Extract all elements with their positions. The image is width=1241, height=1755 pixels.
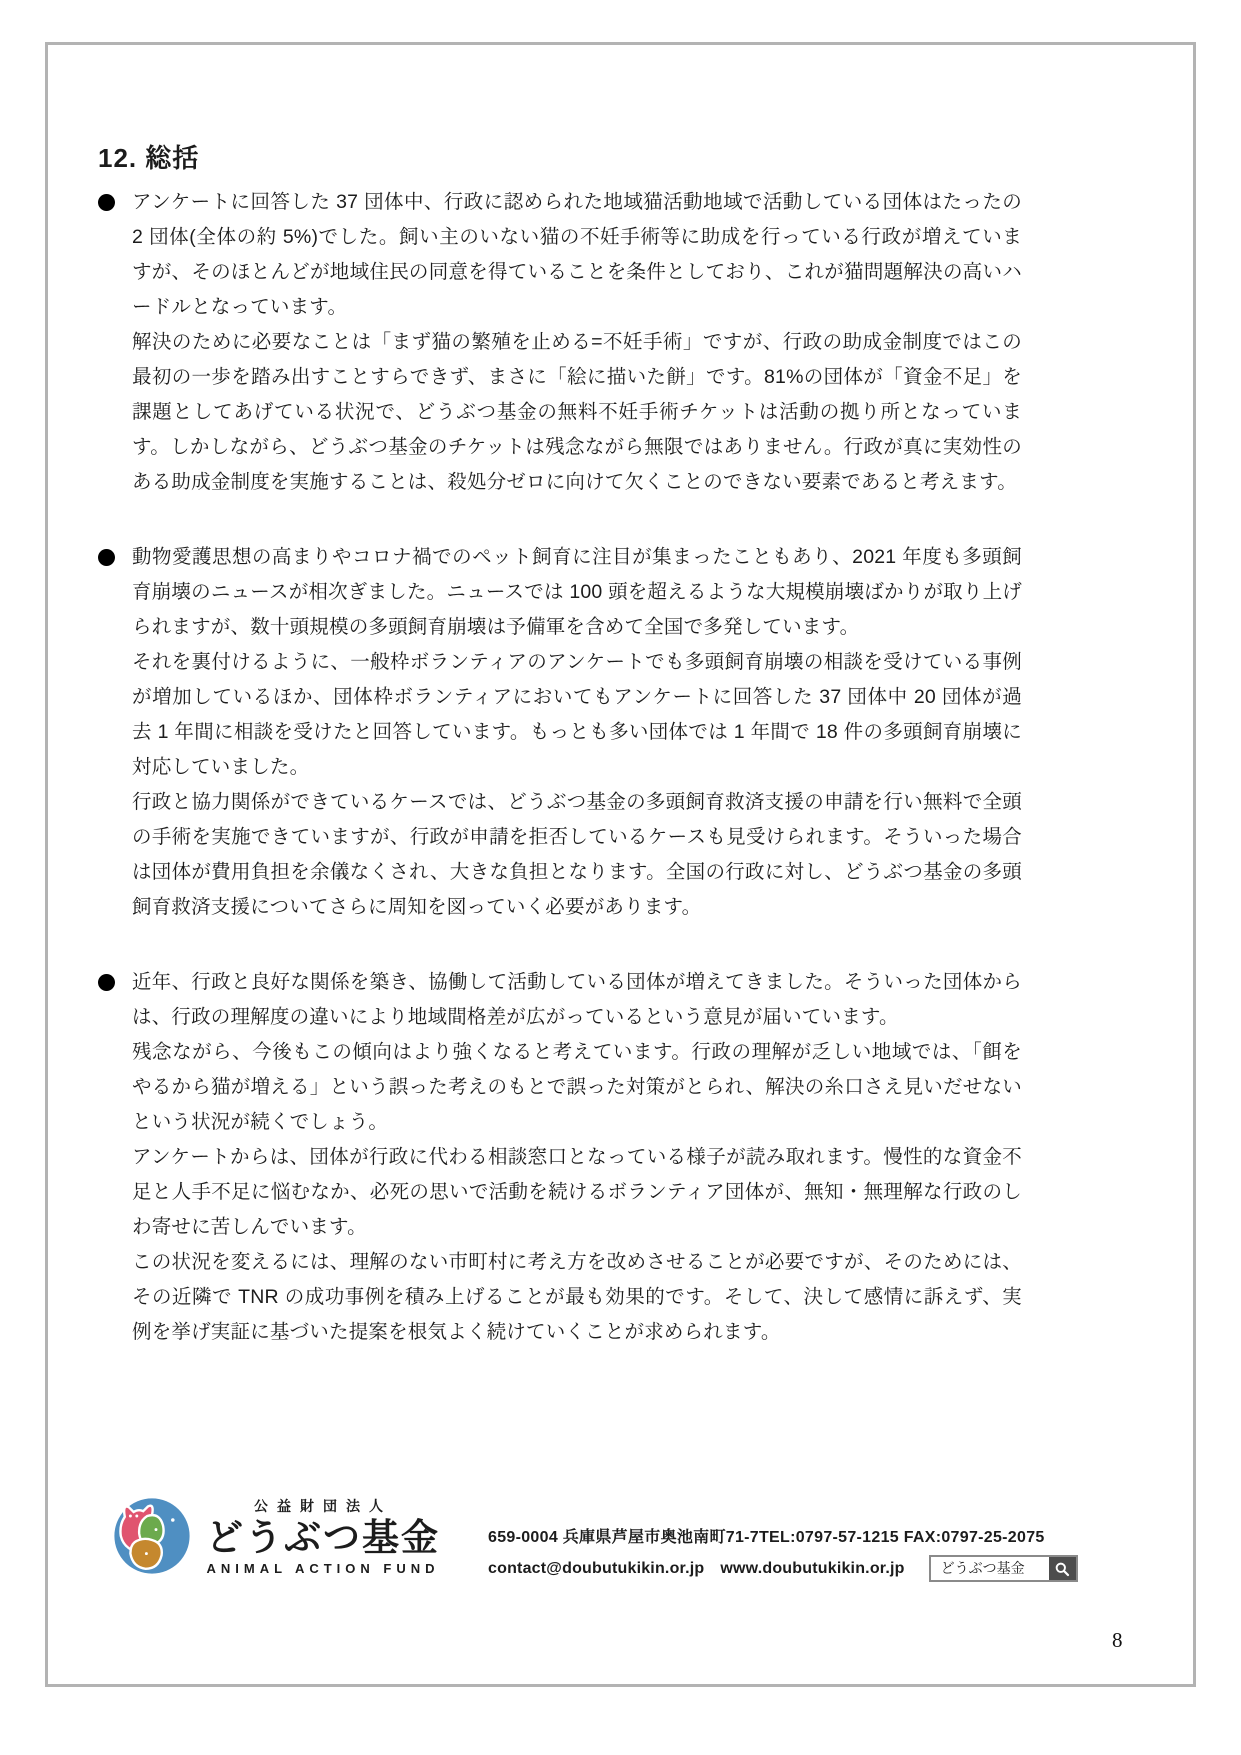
logo-eye-dot — [171, 1518, 175, 1522]
body-paragraph: 近年、行政と良好な関係を築き、協働して活動している団体が増えてきました。そういった団体からは、行政の理解度の違いにより地域間格差が広がっているという意見が届いています。 — [132, 971, 1022, 1028]
body-paragraph: 動物愛護思想の高まりやコロナ禍でのペット飼育に注目が集まったこともあり、2021 年度も多頭飼育崩壊のニュースが相次ぎました。ニュースでは 100 頭を超えるような大規模崩壊ばかりが取り上げられますが、数十頭規模の多頭飼育崩壊は予備軍を含めて全国で多発しています。 — [132, 546, 1022, 638]
body-paragraph: アンケートに回答した 37 団体中、行政に認められた地域猫活動地域で活動している団体はたったの 2 団体(全体の約 5%)でした。飼い主のいない猫の不妊手術等に助成を行っている行政が増えていますが、そのほとんどが地域住民の同意を得ていることを条件としており、これが猫問題解決の高いハードルとなっています。 — [132, 191, 1022, 318]
body-paragraph: 残念ながら、今後もこの傾向はより強くなると考えています。行政の理解が乏しい地域では、「餌をやるから猫が増える」という誤った考えのもとで誤った対策がとられ、解決の糸口さえ見いだせないという状況が続くでしょう。 — [132, 1041, 1022, 1133]
search-box-graphic — [929, 1555, 1078, 1582]
bullet-icon — [98, 194, 115, 211]
page-footer — [112, 1494, 1112, 1582]
bullet-icon — [98, 974, 115, 991]
body-paragraph: 行政と協力関係ができているケースでは、どうぶつ基金の多頭飼育救済支援の申請を行い無料で全頭の手術を実施できていますが、行政が申請を拒否しているケースも見受けられます。そういった場合は団体が費用負担を余儀なくされ、大きな負担となります。全国の行政に対し、どうぶつ基金の多頭飼育救済支援についてさらに周知を図っていく必要があります。 — [132, 791, 1022, 918]
org-type-label: 公益財団法人 — [254, 1498, 392, 1514]
org-name-label: どうぶつ基金 — [206, 1517, 440, 1558]
search-term-text: どうぶつ基金 — [940, 1560, 1025, 1576]
body-paragraph: アンケートからは、団体が行政に代わる相談窓口となっている様子が読み取れます。慢性的な資金不足と人手不足に悩むなか、必死の思いで活動を続けるボランティア団体が、無知・無理解な行政のしわ寄せに苦しんでいます。 — [132, 1146, 1022, 1238]
org-logo-icon — [112, 1494, 192, 1578]
website-text: www.doubutukikin.or.jp — [720, 1559, 905, 1577]
org-logo-text — [206, 1496, 440, 1576]
logo-eye-dot — [135, 1515, 138, 1518]
address-line: 659-0004 兵庫県芦屋市奥池南町71-7TEL:0797-57-1215 FAX:0797-25-2075 — [488, 1529, 1045, 1546]
search-icon — [1049, 1557, 1076, 1580]
contact-block — [488, 1494, 1078, 1582]
contact-line — [488, 1555, 1078, 1582]
logo-eye-dot — [155, 1528, 158, 1531]
body-paragraph: この状況を変えるには、理解のない市町村に考え方を改めさせることが必要ですが、そのためには、その近隣で TNR の成功事例を積み上げることが最も効果的です。そして、決して感情に訴えず、実例を挙げ実証に基づいた提案を根気よく続けていくことが求められます。 — [132, 1251, 1022, 1343]
document-body — [98, 138, 1022, 1390]
body-paragraph: 解決のために必要なことは「まず猫の繁殖を止める=不妊手術」ですが、行政の助成金制度ではこの最初の一歩を踏み出すことすらできず、まさに「絵に描いた餅」です。81%の団体が「資金不足」を課題としてあげている状況で、どうぶつ基金の無料不妊手術チケットは活動の拠り所となっています。しかしながら、どうぶつ基金のチケットは残念ながら無限ではありません。行政が真に実効性のある助成金制度を実施することは、殺処分ゼロに向けて欠くことのできない要素であると考えます。 — [132, 331, 1022, 493]
email-text: contact@doubutukikin.or.jp — [488, 1559, 705, 1577]
logo-eye-dot — [145, 1552, 148, 1555]
logo-eye-dot — [129, 1515, 132, 1518]
bullet-item-2 — [98, 540, 1022, 925]
org-logo-block — [112, 1494, 440, 1578]
bullet-item-3 — [98, 965, 1022, 1350]
bullet-icon — [98, 549, 115, 566]
bullet-item-1 — [98, 185, 1022, 500]
section-title: 12. 総括 — [98, 143, 200, 173]
page-number: 8 — [1112, 1628, 1123, 1652]
body-paragraph: それを裏付けるように、一般枠ボランティアのアンケートでも多頭飼育崩壊の相談を受けている事例が増加しているほか、団体枠ボランティアにおいてもアンケートに回答した 37 団体中 20 団体が過去 1 年間に相談を受けたと回答しています。もっとも多い団体では 1 年間で 18 件の多頭飼育崩壊に対応していました。 — [132, 651, 1022, 778]
org-name-en-label: ANIMAL ACTION FUND — [206, 1561, 440, 1576]
